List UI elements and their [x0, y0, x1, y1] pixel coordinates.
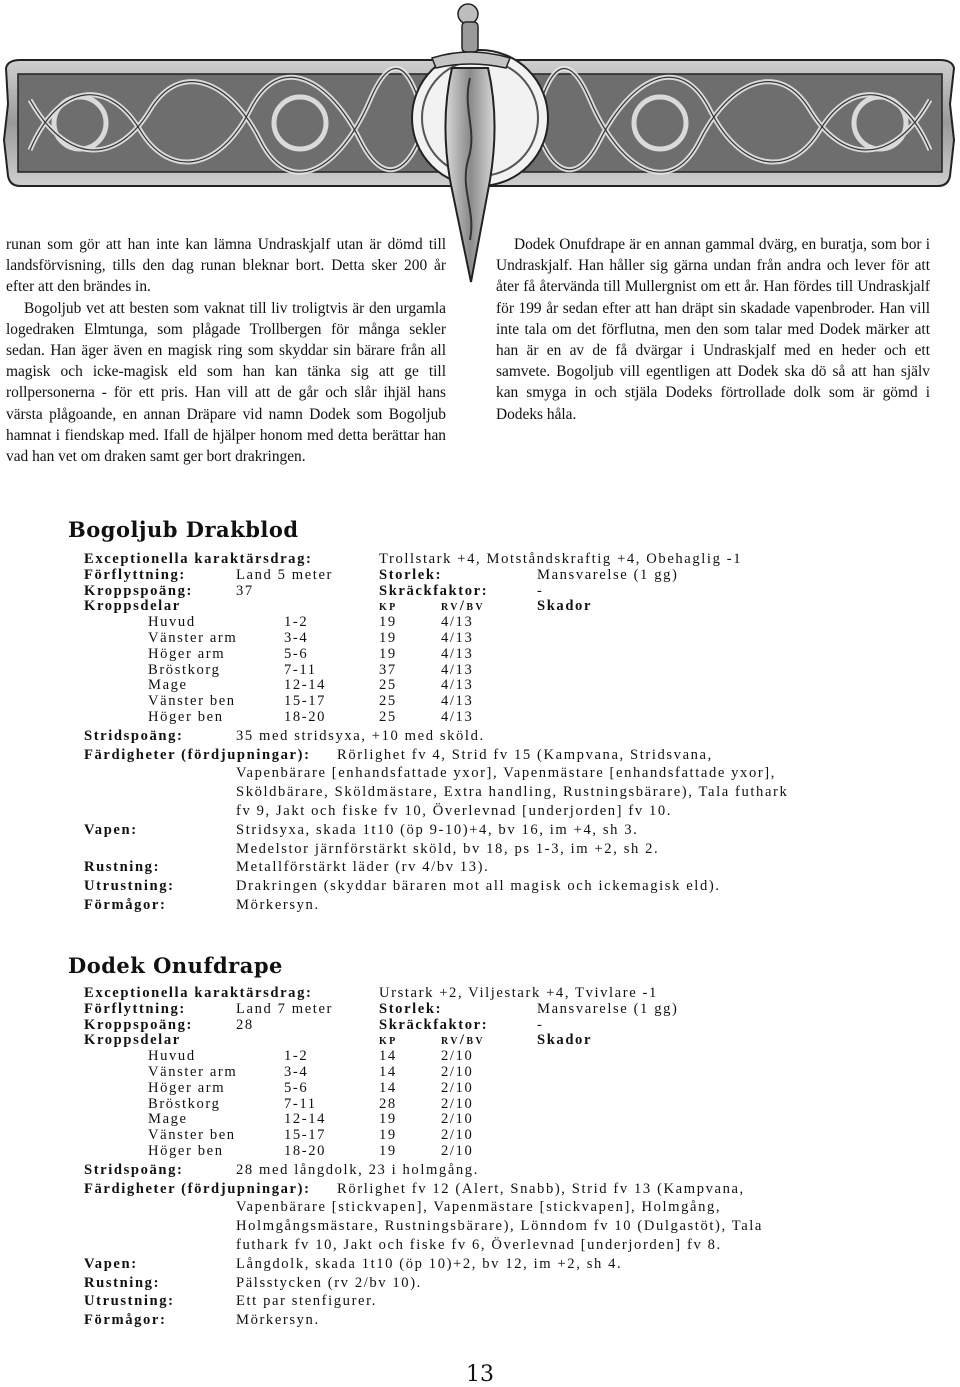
part-kp: 19 — [379, 1127, 397, 1144]
part-name: Höger arm — [148, 1079, 226, 1096]
part-kp: 25 — [379, 708, 397, 725]
table-header: Skador — [537, 1032, 593, 1049]
weapon-line: Långdolk, skada 1t10 (öp 10)+2, bv 12, im +2, sh 4. — [236, 1255, 623, 1272]
skills-line: Holmgångsmästare, Rustningsbärare), Lönndom fv 10 (Dulgastöt), Tala — [236, 1218, 764, 1235]
skills-line: Vapenbärare [stickvapen], Vapenmästare [stickvapen], Holmgång, — [236, 1199, 722, 1216]
part-kp: 14 — [379, 1048, 397, 1065]
stat-label: Färdigheter (fördjupningar): — [84, 1180, 311, 1197]
stat-label: Utrustning: — [84, 878, 175, 895]
part-name: Höger ben — [148, 708, 224, 725]
stat-value: Drakringen (skyddar bäraren mot all magisk och ickemagisk eld). — [236, 878, 721, 895]
paragraph: Dodek Onufdrape är en annan gammal dvärg, en buratja, som bor i Undraskjalf. Han håller sig gärna undan från andra och lever för att åter få återvända till Mullergnist om ett år. Han fördes till Undraskjalf för 199 år sedan efter att han dräpt sin skadade vapenbroder. Han vill inte tala om det förflutna, men den som talar med Dodek märker att han är en av de få dvärgar i Undraskjalf med en heder och ett samvete. Bogoljub vill egentligen att Dodek ska dö så att han själv kan smyga in och stjäla Dodeks förtrollade dolk som är gömd i Dodeks håla. — [496, 236, 930, 423]
part-rvbv: 2/10 — [441, 1063, 474, 1080]
stat-value: Mörkersyn. — [236, 896, 320, 913]
table-header: kp — [379, 598, 398, 615]
page-number: 13 — [466, 1362, 494, 1387]
stat-value: 37 — [236, 582, 254, 599]
stat-label: Utrustning: — [84, 1293, 175, 1310]
part-range: 15-17 — [284, 1127, 327, 1144]
part-kp: 25 — [379, 677, 397, 694]
part-name: Vänster ben — [148, 1127, 236, 1144]
part-range: 5-6 — [284, 645, 309, 662]
stat-label: Kroppspoäng: — [84, 582, 193, 599]
stat-label: Skräckfaktor: — [379, 1016, 489, 1033]
stat-value: Mörkersyn. — [236, 1312, 320, 1329]
part-rvbv: 2/10 — [441, 1142, 474, 1159]
part-kp: 19 — [379, 629, 397, 646]
part-name: Bröstkorg — [148, 1095, 221, 1112]
table-header: Kroppsdelar — [84, 598, 181, 615]
stat-value: Trollstark +4, Motståndskraftig +4, Obehaglig -1 — [379, 551, 743, 567]
stat-block — [84, 985, 914, 1328]
part-name: Höger ben — [148, 1142, 224, 1159]
paragraph: runan som gör att han inte kan lämna Undraskjalf utan är dömd till landsförvisning, tills den dag runan bleknar bort. Detta sker 200 år efter att den brändes in. — [6, 236, 446, 296]
table-header: rv/bv — [441, 1032, 486, 1049]
part-kp: 19 — [379, 614, 397, 631]
stat-value: 28 — [236, 1016, 254, 1033]
part-name: Bröstkorg — [148, 661, 221, 678]
right-text-column — [496, 234, 930, 425]
weapon-line: Stridsyxa, skada 1t10 (öp 9-10)+4, bv 16, im +4, sh 3. — [236, 821, 639, 838]
part-name: Vänster ben — [148, 693, 236, 710]
stat-value: Mansvarelse (1 gg) — [537, 566, 679, 583]
part-range: 7-11 — [284, 661, 317, 678]
left-text-column — [6, 234, 446, 467]
stat-label: Förflyttning: — [84, 566, 186, 583]
stat-block — [84, 551, 914, 913]
part-kp: 19 — [379, 1111, 397, 1128]
table-header: Skador — [537, 598, 593, 615]
stat-value: Urstark +2, Viljestark +4, Tvivlare -1 — [379, 985, 658, 1001]
part-rvbv: 2/10 — [441, 1079, 474, 1096]
stat-label: Färdigheter (fördjupningar): — [84, 746, 311, 763]
part-name: Huvud — [148, 614, 196, 631]
stat-label: Rustning: — [84, 1274, 161, 1291]
skills-line: Vapenbärare [enhandsfattade yxor], Vapenmästare [enhandsfattade yxor], — [236, 765, 777, 782]
stat-label: Stridspoäng: — [84, 727, 184, 744]
part-rvbv: 4/13 — [441, 614, 474, 631]
stat-label: Exceptionella karaktärsdrag: — [84, 551, 313, 567]
stat-label: Skräckfaktor: — [379, 582, 489, 599]
part-rvbv: 4/13 — [441, 693, 474, 710]
stat-value: Land 7 meter — [236, 1000, 333, 1017]
part-range: 12-14 — [284, 677, 327, 694]
skills-line: Rörlighet fv 4, Strid fv 15 (Kampvana, Stridsvana, — [337, 746, 713, 763]
stat-label: Exceptionella karaktärsdrag: — [84, 985, 313, 1001]
part-rvbv: 2/10 — [441, 1127, 474, 1144]
part-rvbv: 4/13 — [441, 677, 474, 694]
paragraph: Bogoljub vet att besten som vaknat till liv troligtvis är den urgamla logedraken Elmtunga, som plågade Trollbergen för många sekler sedan. Han äger även en magisk ring som skyddar sin bärare från all magisk och icke-magisk eld som han kan tänka sig att ge till rollpersonerna - för ett pris. Han vill att de går och slår ihjäl hans värsta plågoande, en annan Dräpare vid namn Dodek som Bogoljub hamnat i fiendskap med. Ifall de hjälper honom med detta berättar han vad han vet om draken samt ger bort drakringen. — [6, 299, 446, 466]
part-kp: 19 — [379, 1142, 397, 1159]
part-range: 18-20 — [284, 708, 327, 725]
part-range: 12-14 — [284, 1111, 327, 1128]
part-rvbv: 2/10 — [441, 1111, 474, 1128]
part-rvbv: 4/13 — [441, 629, 474, 646]
stat-value: Mansvarelse (1 gg) — [537, 1000, 679, 1017]
stat-label: Vapen: — [84, 1255, 138, 1272]
part-range: 18-20 — [284, 1142, 327, 1159]
stat-value: Ett par stenfigurer. — [236, 1293, 378, 1310]
stat-label: Vapen: — [84, 821, 138, 838]
skills-line: Sköldbärare, Sköldmästare, Extra handling, Rustningsbärare), Tala futhark — [236, 784, 789, 801]
part-kp: 14 — [379, 1079, 397, 1096]
stat-label: Storlek: — [379, 566, 443, 583]
part-rvbv: 2/10 — [441, 1048, 474, 1065]
skills-line: futhark fv 10, Jakt och fiske fv 6, Överlevnad [underjorden] fv 8. — [236, 1236, 722, 1253]
character-title: Dodek Onufdrape — [68, 953, 283, 978]
part-range: 15-17 — [284, 693, 327, 710]
stat-value: Pälsstycken (rv 2/bv 10). — [236, 1274, 422, 1291]
part-kp: 25 — [379, 693, 397, 710]
part-name: Höger arm — [148, 645, 226, 662]
part-rvbv: 4/13 — [441, 708, 474, 725]
stat-value: - — [537, 1016, 544, 1033]
character-title: Bogoljub Drakblod — [68, 517, 299, 542]
table-header: Kroppsdelar — [84, 1032, 181, 1049]
part-rvbv: 4/13 — [441, 661, 474, 678]
part-name: Mage — [148, 1111, 188, 1128]
stat-label: Rustning: — [84, 859, 161, 876]
stat-label: Förflyttning: — [84, 1000, 186, 1017]
stat-label: Förmågor: — [84, 1312, 167, 1329]
part-range: 7-11 — [284, 1095, 317, 1112]
part-range: 3-4 — [284, 629, 309, 646]
part-kp: 28 — [379, 1095, 397, 1112]
part-name: Vänster arm — [148, 629, 238, 646]
weapon-line: Medelstor järnförstärkt sköld, bv 18, ps 1-3, im +2, sh 2. — [236, 840, 660, 857]
stat-value: Land 5 meter — [236, 566, 333, 583]
stat-value: 28 med långdolk, 23 i holmgång. — [236, 1161, 479, 1178]
skills-line: Rörlighet fv 12 (Alert, Snabb), Strid fv 13 (Kampvana, — [337, 1180, 745, 1197]
stat-value: - — [537, 582, 544, 599]
table-header: rv/bv — [441, 598, 486, 615]
part-range: 5-6 — [284, 1079, 309, 1096]
part-name: Mage — [148, 677, 188, 694]
part-kp: 37 — [379, 661, 397, 678]
part-name: Vänster arm — [148, 1063, 238, 1080]
part-kp: 14 — [379, 1063, 397, 1080]
stat-label: Kroppspoäng: — [84, 1016, 193, 1033]
stat-label: Förmågor: — [84, 896, 167, 913]
part-range: 1-2 — [284, 614, 309, 631]
part-range: 3-4 — [284, 1063, 309, 1080]
stat-label: Stridspoäng: — [84, 1161, 184, 1178]
stat-label: Storlek: — [379, 1000, 443, 1017]
stat-value: Metallförstärkt läder (rv 4/bv 13). — [236, 859, 490, 876]
part-range: 1-2 — [284, 1048, 309, 1065]
part-rvbv: 2/10 — [441, 1095, 474, 1112]
part-rvbv: 4/13 — [441, 645, 474, 662]
table-header: kp — [379, 1032, 398, 1049]
part-kp: 19 — [379, 645, 397, 662]
part-name: Huvud — [148, 1048, 196, 1065]
skills-line: fv 9, Jakt och fiske fv 10, Överlevnad [underjorden] fv 10. — [236, 802, 673, 819]
stat-value: 35 med stridsyxa, +10 med sköld. — [236, 727, 485, 744]
